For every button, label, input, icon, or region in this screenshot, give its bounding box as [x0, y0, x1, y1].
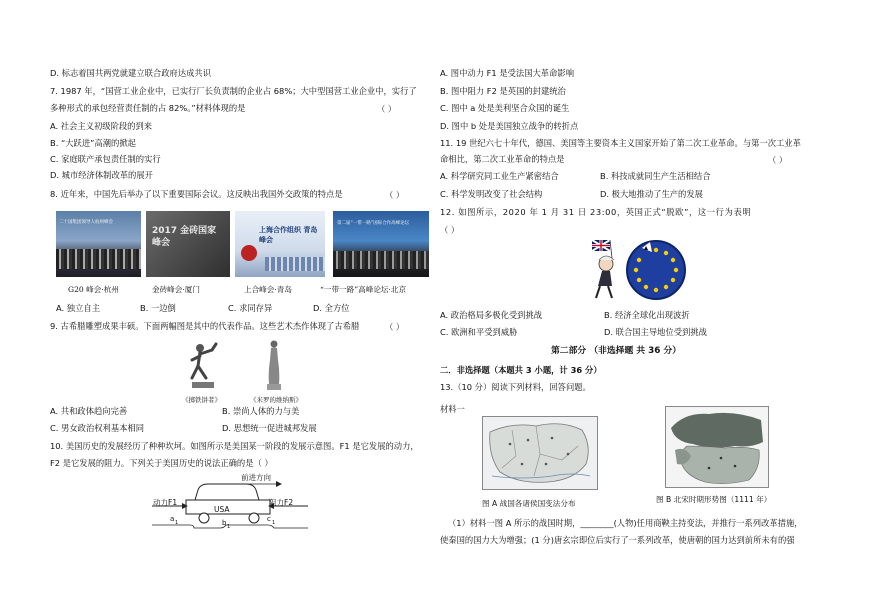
map-a-caption: 图 A 战国各诸侯国变法分布: [482, 499, 576, 508]
q8-caption-2: 金砖峰会·厦门: [152, 285, 200, 294]
q13-1-line1: （1）材料一图 A 所示的战国时期，________(人物)任用商鞅主持变法，并推行一系列改革措施，: [448, 518, 803, 528]
q11-stem-line1: 11. 19 世纪六七十年代，德国、美国等主要资本主义国家开始了第二次工业革命。与第一次工业革: [440, 138, 801, 148]
q11-option-d: D. 极大地推动了生产的发展: [600, 189, 703, 199]
q7-stem-line1: 7. 1987 年，“国营工业企业中，已实行厂长负责制的企业占 68%；大中型国营工业企业中，实行了: [50, 86, 417, 96]
photo-sco-qingdao: [235, 211, 325, 277]
q11-answer-paren: （ ）: [768, 155, 788, 165]
photo-brics-xiamen: [146, 211, 230, 277]
photo-sco-skyline: [265, 257, 325, 271]
q8-option-c: C. 求同存异: [228, 303, 273, 313]
q10-stem-line1: 10. 美国历史的发展经历了种种坎坷。如图所示是美国某一阶段的发展示意图。F1 是它发展的动力，: [50, 441, 419, 451]
photo-sco-banner: 上海合作组织 青岛峰会: [259, 226, 318, 244]
material-1-label: 材料一: [440, 404, 465, 414]
q9-caption-2: 《米罗的维纳斯》: [250, 396, 302, 404]
q11-option-c: C. 科学发明改变了社会结构: [440, 189, 543, 199]
q9-option-b: B. 崇尚人体的力与美: [222, 406, 300, 416]
venus-de-milo-statue: [262, 338, 286, 392]
q7-option-a: A. 社会主义初级阶段的到来: [50, 121, 153, 131]
q9-option-a: A. 共和政体趋向完善: [50, 406, 128, 416]
q10-point-b-sub: 1: [227, 524, 231, 530]
q9-option-c: C. 男女政治权利基本相同: [50, 423, 145, 433]
q9-caption-1: 《掷铁饼者》: [182, 396, 221, 404]
photo-g20-banner: 二十国集团领导人杭州峰会: [59, 220, 113, 225]
q9-answer-paren: （ ）: [385, 322, 405, 332]
q10-stem-line2: F2 是它发展的阻力。下列关于美国历史的说法正确的是（ ）: [50, 458, 273, 468]
q12-option-b: B. 经济全球化出现波折: [604, 310, 690, 320]
q8-caption-3: 上合峰会·青岛: [244, 285, 292, 294]
q12-option-d: D. 联合国主导地位受到挑战: [604, 327, 707, 337]
q7-option-d: D. 城市经济体制改革的展开: [50, 170, 153, 180]
q10-option-c: C. 图中 a 处是美利坚合众国的诞生: [440, 103, 570, 113]
photo-brics-banner: 2017 金砖国家峰会: [152, 226, 217, 248]
q10-force-left-label: 动力F1: [153, 498, 178, 507]
q10-point-b: b: [222, 519, 227, 527]
q10-point-c-sub: 1: [272, 520, 276, 526]
photo-g20-crowd: [56, 249, 141, 269]
photo-sco-logo: [241, 245, 257, 261]
q8-option-d: D. 全方位: [313, 303, 350, 313]
q10-option-d: D. 图中 b 处是美国独立战争的转折点: [440, 121, 579, 131]
q9-option-d: D. 思想统一促进城邦发展: [222, 423, 317, 433]
q10-car-label: USA: [214, 505, 230, 514]
q8-option-b: B. 一边倒: [140, 303, 176, 313]
brexit-cartoon: [586, 238, 698, 302]
map-northern-song: [665, 406, 769, 488]
q11-option-b: B. 科技成就同生产生活相结合: [600, 171, 711, 181]
q10-option-b: B. 图中阻力 F2 是英国的封建统治: [440, 86, 566, 96]
q9-stem: 9. 古希腊雕塑成果丰硕。下面两幅图是其中的代表作品。这些艺术杰作体现了古希腊: [50, 321, 360, 331]
part2-title: 第二部分 （非选择题 共 36 分）: [551, 346, 682, 356]
discobolus-statue: [186, 340, 220, 390]
q13-1-line2: 使秦国的国力大为增强；(1 分)唐玄宗即位后实行了一系列改革，使唐朝的国力达到前所未有的强: [440, 535, 795, 545]
q8-stem: 8. 近年来，中国先后举办了以下重要国际会议。这反映出我国外交政策的特点是: [50, 189, 343, 199]
photo-belt-road-beijing: [333, 211, 429, 277]
q8-answer-paren: （ ）: [385, 190, 405, 200]
q8-option-a: A. 独立自主: [56, 303, 100, 313]
q10-direction-label: 前进方向: [241, 473, 271, 482]
q13-stem: 13.（10 分）阅读下列材料，回答问题。: [440, 382, 591, 392]
map-warring-states: [482, 416, 598, 490]
q12-stem: 12. 如图所示，2020 年 1 月 31 日 23:00，英国正式“脱欧”，这一行为表明: [440, 207, 752, 217]
photo-g20-hangzhou: [56, 211, 141, 277]
q8-caption-1: G20 峰会·杭州: [68, 285, 119, 294]
q12-answer-paren: （ ）: [440, 225, 460, 235]
q7-option-c: C. 家庭联产承包责任制的实行: [50, 154, 161, 164]
q10-point-c: c: [267, 515, 271, 523]
map-b-caption: 图 B 北宋时期形势图（1111 年）: [656, 495, 772, 504]
q12-option-a: A. 政治格局多极化受到挑战: [440, 310, 543, 320]
q7-option-b: B. “大跃进”高潮的掀起: [50, 138, 136, 148]
q11-option-a: A. 科学研究同工业生产紧密结合: [440, 171, 559, 181]
section2-heading: 二．非选择题（本题共 3 小题，计 36 分）: [440, 365, 602, 375]
q7-stem-line2: 多种形式的承包经营责任制的占 82%。”材料体现的是: [50, 103, 246, 113]
q7-answer-paren: （ ）: [377, 104, 397, 114]
q10-force-right-label: 阻力F2: [269, 498, 294, 507]
q10-point-a: a: [170, 515, 175, 523]
q8-caption-4: “一带一路”高峰论坛·北京: [320, 285, 407, 294]
q11-stem-line2: 命相比，第二次工业革命的特点是: [440, 154, 565, 164]
photo-belt-road-crowd: [333, 251, 429, 269]
q10-option-a: A. 图中动力 F1 是受法国大革命影响: [440, 68, 574, 78]
photo-belt-road-banner: 第二届“一带一路”国际合作高峰论坛: [337, 221, 410, 226]
q12-option-c: C. 欧洲和平受到威胁: [440, 327, 518, 337]
q10-point-a-sub: 1: [175, 520, 179, 526]
q6-option-d: D. 标志着国共两党就建立联合政府达成共识: [50, 68, 212, 78]
